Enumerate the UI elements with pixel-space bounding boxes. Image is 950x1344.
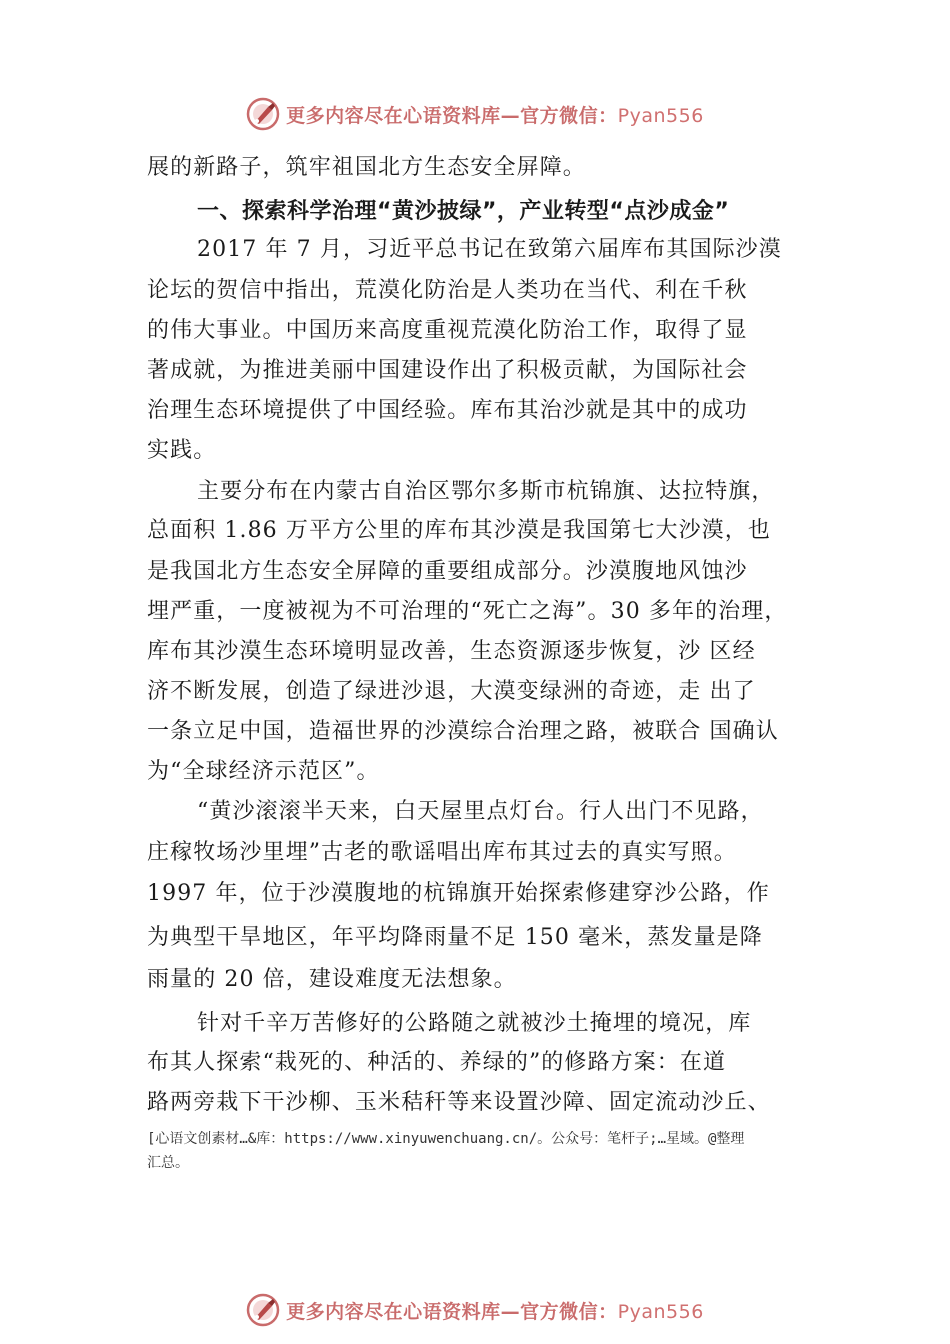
- text-line: 展的新路子，筑牢祖国北方生态安全屏障。: [147, 155, 586, 180]
- pen-nib-logo-icon: [246, 97, 280, 131]
- paragraph-line: 的伟大事业。中国历来高度重视荒漠化防治工作，取得了显: [147, 318, 748, 343]
- paragraph-line: 济不断发展，创造了绿进沙退，大漠变绿洲的奇迹，走 出了: [147, 679, 756, 704]
- paragraph-line: 库布其沙漠生态环境明显改善，生态资源逐步恢复，沙 区经: [147, 639, 756, 664]
- pen-nib-logo-icon: [246, 1293, 280, 1327]
- paragraph-line: 治理生态环境提供了中国经验。库布其治沙就是其中的成功: [147, 398, 748, 423]
- paragraph-line: 1997 年，位于沙漠腹地的杭锦旗开始探索修建穿沙公路，作: [147, 881, 770, 906]
- paragraph-line: “黄沙滚滚半天来，白天屋里点灯台。行人出门不见路，: [197, 799, 764, 824]
- banner-text: 更多内容尽在心语资料库—官方微信：: [286, 104, 618, 127]
- paragraph-line: 著成就，为推进美丽中国建设作出了积极贡献，为国际社会: [147, 358, 748, 383]
- source-note: 汇总。: [147, 1155, 189, 1171]
- paragraph-line: 针对千辛万苦修好的公路随之就被沙土掩埋的境况，库: [197, 1011, 752, 1036]
- paragraph-line: 雨量的 20 倍，建设难度无法想象。: [147, 967, 517, 992]
- paragraph-line: 是我国北方生态安全屏障的重要组成部分。沙漠腹地风蚀沙: [147, 559, 748, 584]
- paragraph-line: 布其人探索“栽死的、种活的、养绿的”的修路方案：在道: [147, 1050, 727, 1075]
- header-banner: [0, 94, 950, 134]
- wechat-id: Pyan556: [617, 104, 704, 127]
- section-heading: 一、探索科学治理“黄沙披绿”，产业转型“点沙成金”: [197, 199, 730, 224]
- paragraph-line: 为“全球经济示范区”。: [147, 759, 380, 784]
- footer-banner: [0, 1290, 950, 1330]
- source-note: [心语文创素材…&库：https://www.xinyuwenchuang.cn/。公众号：笔杆子;…星域。@整理: [147, 1131, 745, 1147]
- paragraph-line: 一条立足中国，造福世界的沙漠综合治理之路，被联合 国确认: [147, 719, 779, 744]
- paragraph-line: 主要分布在内蒙古自治区鄂尔多斯市杭锦旗、达拉特旗，: [197, 479, 775, 504]
- banner-text: 更多内容尽在心语资料库—官方微信：: [286, 1300, 618, 1323]
- paragraph-line: 2017 年 7 月，习近平总书记在致第六届库布其国际沙漠: [197, 237, 782, 262]
- paragraph-line: 庄稼牧场沙里埋”古老的歌谣唱出库布其过去的真实写照。: [147, 840, 737, 865]
- wechat-id: Pyan556: [617, 1300, 704, 1323]
- paragraph-line: 实践。: [147, 438, 217, 463]
- paragraph-line: 论坛的贺信中指出，荒漠化防治是人类功在当代、利在千秋: [147, 278, 748, 303]
- paragraph-line: 为典型干旱地区，年平均降雨量不足 150 毫米，蒸发量是降: [147, 925, 763, 950]
- paragraph-line: 埋严重，一度被视为不可治理的“死亡之海”。30 多年的治理，: [147, 599, 788, 624]
- paragraph-line: 总面积 1.86 万平方公里的库布其沙漠是我国第七大沙漠，也: [147, 518, 771, 543]
- paragraph-line: 路两旁栽下干沙柳、玉米秸秆等来设置沙障、固定流动沙丘、: [147, 1090, 771, 1115]
